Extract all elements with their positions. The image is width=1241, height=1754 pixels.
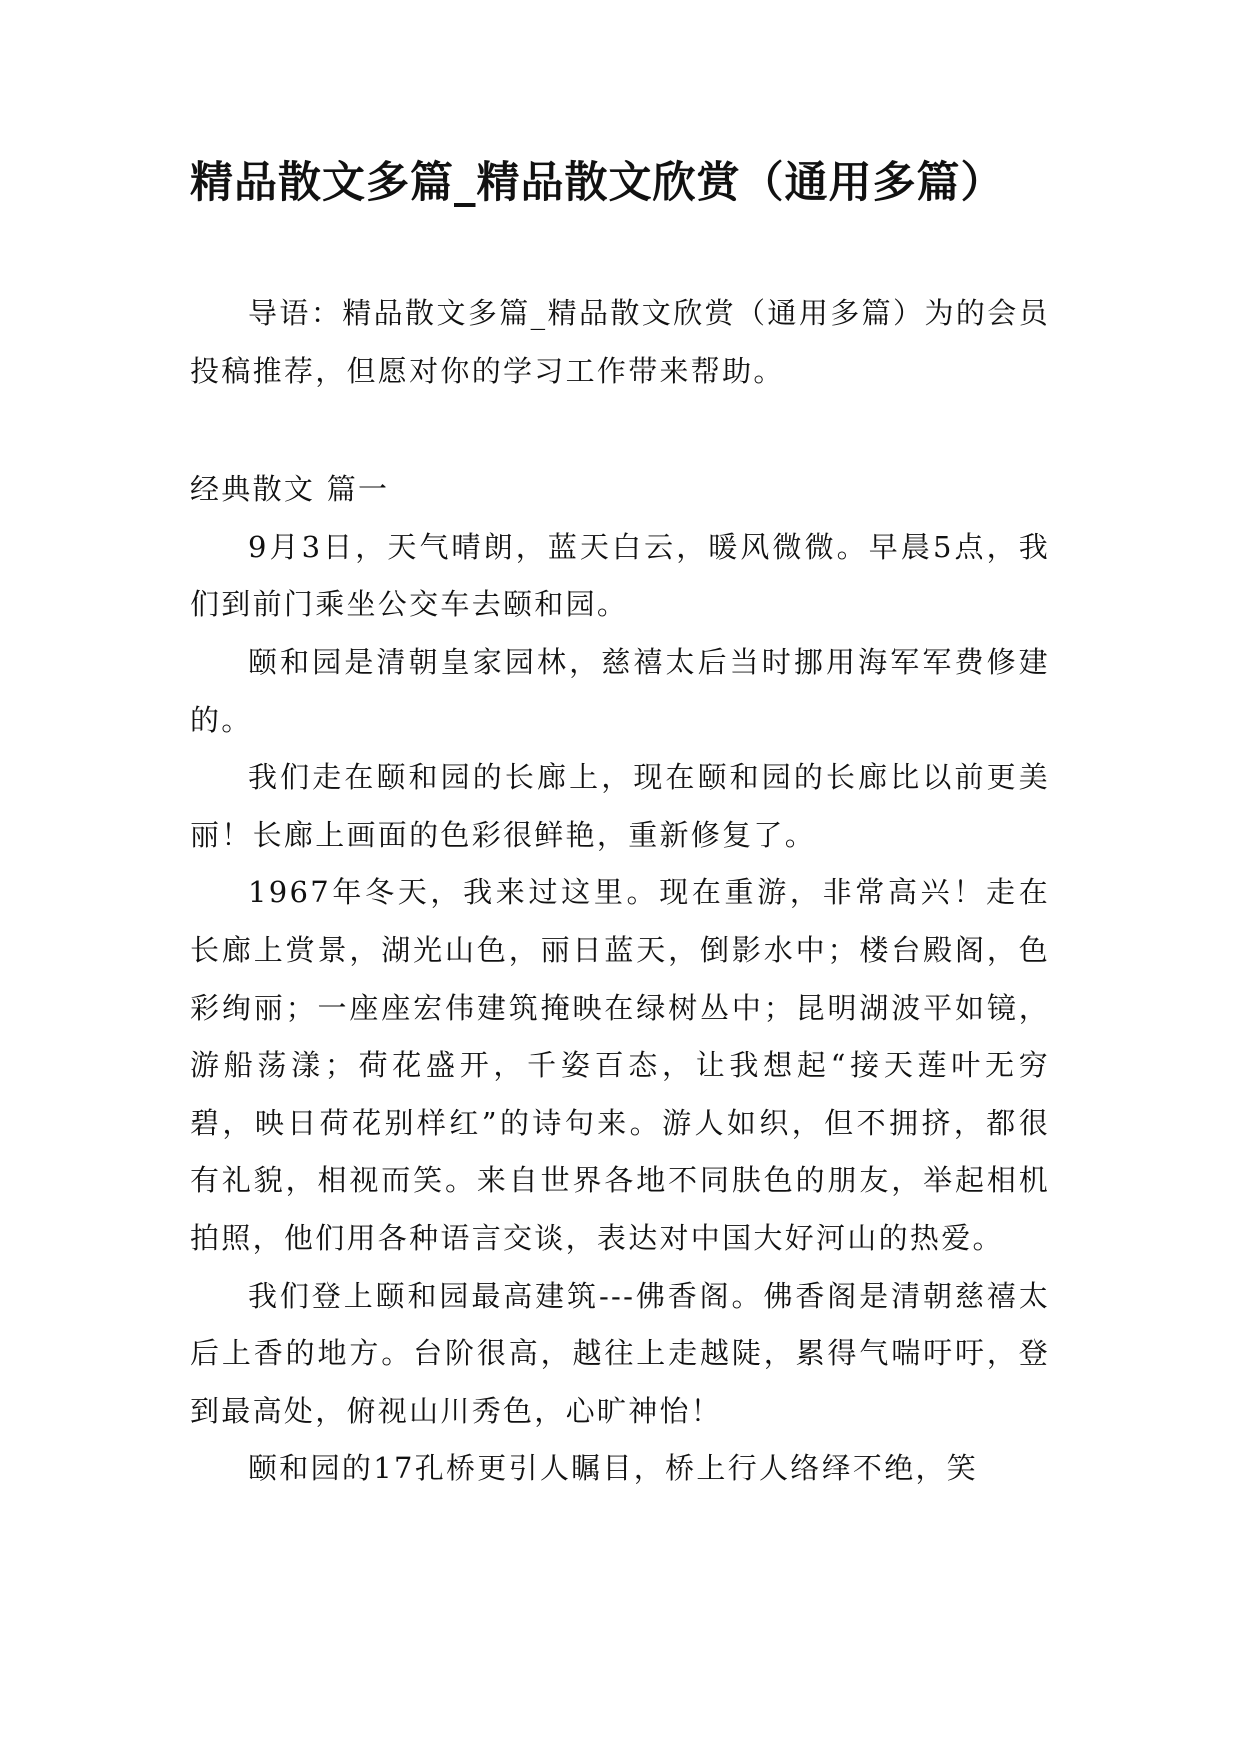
body-paragraph: 1967年冬天，我来过这里。现在重游，非常高兴！走在长廊上赏景，湖光山色，丽日蓝天，倒影水中；楼台殿阁，色彩绚丽；一座座宏伟建筑掩映在绿树丛中；昆明湖波平如镜，游船荡漾；荷花盛开，千姿百态，让我想起“接天莲叶无穷碧，映日荷花别样红”的诗句来。游人如织，但不拥挤，都很有礼貌，相视而笑。来自世界各地不同肤色的朋友，举起相机拍照，他们用各种语言交谈，表达对中国大好河山的热爱。 xyxy=(190,875,1050,1255)
paragraph-gap xyxy=(190,400,1050,461)
document-body xyxy=(190,285,1050,1498)
body-paragraph: 9月3日，天气晴朗，蓝天白云，暖风微微。早晨5点，我们到前门乘坐公交车去颐和园。 xyxy=(190,529,1050,622)
body-paragraph: 颐和园的17孔桥更引人瞩目，桥上行人络绎不绝，笑 xyxy=(248,1451,979,1486)
body-paragraph: 我们走在颐和园的长廊上，现在颐和园的长廊比以前更美丽！长廊上画面的色彩很鲜艳，重新修复了。 xyxy=(190,760,1050,852)
document-title: 精品散文多篇_精品散文欣赏（通用多篇） xyxy=(190,158,1005,208)
body-paragraph: 我们登上颐和园最高建筑---佛香阁。佛香阁是清朝慈禧太后上香的地方。台阶很高，越往上走越陡，累得气喘吁吁，登到最高处，俯视山川秀色，心旷神怡！ xyxy=(190,1278,1050,1428)
body-paragraph: 颐和园是清朝皇家园林，慈禧太后当时挪用海军军费修建的。 xyxy=(190,644,1050,737)
section-title: 经典散文 篇一 xyxy=(190,472,390,507)
intro-paragraph: 导语：精品散文多篇_精品散文欣赏（通用多篇）为的会员投稿推荐，但愿对你的学习工作带来帮助。 xyxy=(190,296,1050,388)
